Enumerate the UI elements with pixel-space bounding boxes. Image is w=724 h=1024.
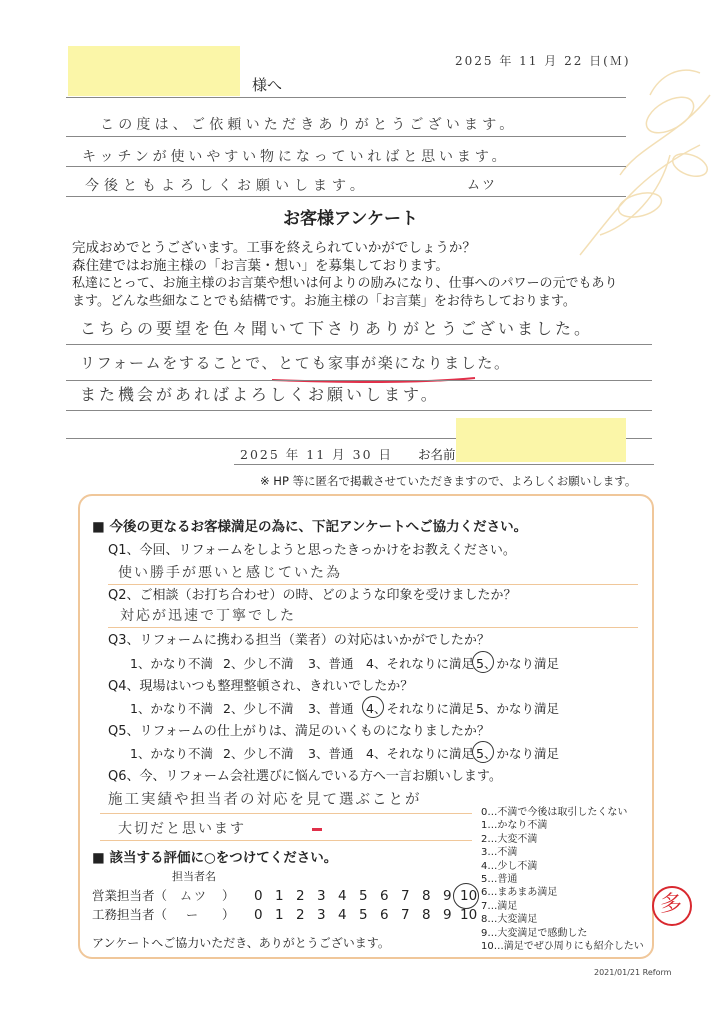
q5-option-4-number: 4 <box>366 746 374 761</box>
q5-option-2-number: 2 <box>223 746 231 761</box>
answer-6-rule-1 <box>100 813 472 814</box>
legend-9: 9…大変満足で感動した <box>481 927 588 939</box>
q5-option-1[interactable] <box>130 745 213 763</box>
legend-6: 6…まあまあ満足 <box>481 887 558 899</box>
q4-option-1-number: 1 <box>130 701 138 716</box>
q5-option-1-label: 、かなり不満 <box>137 746 213 761</box>
q3-option-5-label: 、かなり満足 <box>483 656 559 671</box>
q4-option-3[interactable] <box>308 700 353 718</box>
message-line-1: この度は、ご依頼いただきありがとうございます。 <box>100 117 518 133</box>
staff-name-label: 担当者名 <box>172 870 216 883</box>
legend-10: 10…満足でぜひ周りにも紹介したい <box>481 941 644 953</box>
question-5: Q5、リフォームの仕上がりは、満足のいくものになりましたか？ <box>108 724 490 739</box>
addressee-underline <box>66 97 626 98</box>
q5-option-3[interactable] <box>308 745 353 763</box>
letter-date: 2025 年 11 月 22 日(Ｍ) <box>455 54 631 68</box>
works-score-0[interactable]: 0 <box>254 907 263 923</box>
sales-score-6[interactable]: 6 <box>380 888 389 904</box>
message-rule-3 <box>66 196 626 197</box>
q4-option-5-number: 5 <box>476 701 484 716</box>
q4-option-4-number: 4 <box>366 701 374 716</box>
sales-name: ムツ <box>180 889 209 903</box>
sales-score-1[interactable]: 1 <box>275 888 284 904</box>
q3-option-5-number: 5 <box>476 656 484 671</box>
works-score-10[interactable]: 10 <box>460 907 478 923</box>
comment-rule-2 <box>66 380 652 381</box>
q5-answer-circle <box>472 741 494 763</box>
message-signature: ムツ <box>467 178 498 193</box>
sales-score-10[interactable]: 10 <box>460 888 478 904</box>
comment-line-1: こちらの要望を色々聞いて下さりありがとうございました。 <box>80 319 594 338</box>
comment-line-2: リフォームをすることで、とても家事が楽になりました。 <box>80 354 511 372</box>
q3-option-4-number: 4 <box>366 656 374 671</box>
q3-option-3-number: 3 <box>308 656 316 671</box>
q3-option-4[interactable] <box>366 655 474 673</box>
approval-stamp <box>652 886 692 926</box>
question-3: Q3、リフォームに携わる担当（業者）の対応はいかがでしたか？ <box>108 633 490 648</box>
q5-option-3-number: 3 <box>308 746 316 761</box>
legend-2: 2…大変不満 <box>481 833 538 845</box>
comment-rule-3 <box>66 410 652 411</box>
answer-6-line-2: 大切だと思います <box>118 821 246 837</box>
survey-intro-2: 森住建ではお施主様の「お言葉・想い」を募集しております。 <box>72 258 449 274</box>
works-score-3[interactable]: 3 <box>317 907 326 923</box>
q4-option-4-label: 、それなりに満足 <box>373 701 474 716</box>
stamp-text: 多 <box>660 892 683 917</box>
sales-close-paren: ） <box>222 888 235 903</box>
message-line-2: キッチンが使いやすい物になっていればと思います。 <box>82 149 510 165</box>
q3-option-1-number: 1 <box>130 656 138 671</box>
answer-6-rule-2 <box>100 840 472 841</box>
q4-option-5[interactable] <box>476 700 559 718</box>
q5-option-3-label: 、普通 <box>315 746 354 761</box>
q5-option-5-number: 5 <box>476 746 484 761</box>
message-rule-1 <box>66 136 626 137</box>
survey-intro-4: ます。どんな些細なことでも結構です。お施主様の「お言葉」をお待ちしております。 <box>72 294 576 309</box>
survey-title: お客様アンケート <box>283 209 418 229</box>
legend-0: 0…不満で今後は取引したくない <box>481 807 628 818</box>
addressee-suffix: 様へ <box>252 76 283 94</box>
works-score-6[interactable]: 6 <box>380 907 389 923</box>
q3-option-4-label: 、それなりに満足 <box>373 656 474 671</box>
q4-option-2-number: 2 <box>223 701 231 716</box>
questionnaire-heading: ■ 今後の更なるお客様満足の為に、下記アンケートへご協力ください。 <box>92 519 528 535</box>
q4-option-2-label: 、少し不満 <box>230 701 294 716</box>
red-tick-mark <box>312 828 322 831</box>
q5-option-5-label: 、かなり満足 <box>483 746 559 761</box>
answer-2-rule <box>108 627 638 628</box>
question-1: Q1、今回、リフォームをしようと思ったきっかけをお教えください。 <box>108 543 516 558</box>
name-label: お名前 <box>418 447 456 462</box>
answer-2: 対応が迅速で丁寧でした <box>120 608 296 624</box>
works-name: ー <box>186 908 201 922</box>
floral-decoration <box>560 55 720 285</box>
survey-intro-3: 私達にとって、お施主様のお言葉や想いは何よりの励みになり、仕事へのパワーの元でもあり <box>72 276 618 291</box>
works-label: 工務担当者（ <box>92 907 168 922</box>
legend-8: 8…大変満足 <box>481 914 538 926</box>
survey-intro-1: 完成おめでとうございます。工事を終えられていかがでしょうか？ <box>72 240 476 256</box>
sales-score-5[interactable]: 5 <box>359 888 368 904</box>
q3-option-3-label: 、普通 <box>315 656 354 671</box>
works-score-2[interactable]: 2 <box>296 907 305 923</box>
q3-option-3[interactable] <box>308 655 353 673</box>
anonymity-note: ※ HP 等に匿名で掲載させていただきますので、よろしくお願いします。 <box>260 474 637 488</box>
rating-heading: ■ 該当する評価に○をつけてください。 <box>92 850 338 866</box>
works-score-5[interactable]: 5 <box>359 907 368 923</box>
sales-score-0[interactable]: 0 <box>254 888 263 904</box>
sales-score-9[interactable]: 9 <box>443 888 452 904</box>
sales-score-4[interactable]: 4 <box>338 888 347 904</box>
q4-option-1[interactable] <box>130 700 213 718</box>
q4-option-3-number: 3 <box>308 701 316 716</box>
works-score-1[interactable]: 1 <box>275 907 284 923</box>
legend-5: 5…普通 <box>481 874 518 886</box>
works-score-8[interactable]: 8 <box>422 907 431 923</box>
q5-option-4[interactable] <box>366 745 474 763</box>
q5-option-2[interactable] <box>223 745 293 763</box>
q4-option-5-label: 、かなり満足 <box>483 701 559 716</box>
question-4: Q4、現場はいつも整理整頓され、きれいでしたか？ <box>108 679 414 694</box>
sales-label: 営業担当者（ <box>92 888 168 903</box>
q4-option-1-label: 、かなり不満 <box>137 701 213 716</box>
legend-1: 1…かなり不満 <box>481 820 548 832</box>
works-score-9[interactable]: 9 <box>443 907 452 923</box>
works-score-7[interactable]: 7 <box>401 907 410 923</box>
customer-name-redaction <box>456 418 626 462</box>
q3-option-2[interactable] <box>223 655 293 673</box>
works-close-paren: ） <box>222 907 235 922</box>
sales-score-2[interactable]: 2 <box>296 888 305 904</box>
q4-option-3-label: 、普通 <box>315 701 354 716</box>
thanks-text: アンケートへご協力いただき、ありがとうございます。 <box>92 936 390 950</box>
q4-option-2[interactable] <box>223 700 293 718</box>
q5-option-1-number: 1 <box>130 746 138 761</box>
sales-score-3[interactable]: 3 <box>317 888 326 904</box>
answer-1-rule <box>108 584 638 585</box>
q5-option-4-label: 、それなりに満足 <box>373 746 474 761</box>
sales-score-8[interactable]: 8 <box>422 888 431 904</box>
addressee-name-redaction <box>68 46 240 96</box>
message-rule-2 <box>66 166 626 167</box>
q3-option-2-label: 、少し不満 <box>230 656 294 671</box>
q3-answer-circle <box>472 651 494 673</box>
q4-answer-circle <box>362 696 384 718</box>
legend-4: 4…少し不満 <box>481 860 538 872</box>
legend-3: 3…不満 <box>481 847 518 859</box>
comment-line-3: また機会があればよろしくお願いします。 <box>80 385 440 404</box>
q3-option-1-label: 、かなり不満 <box>137 656 213 671</box>
legend-7: 7…満足 <box>481 900 518 912</box>
question-6: Q6、今、リフォーム会社選びに悩んでいる方へ一言お願いします。 <box>108 769 502 784</box>
answer-1: 使い勝手が悪いと感じていた為 <box>118 565 342 581</box>
red-underline-mark <box>270 372 480 386</box>
score-legend <box>481 806 644 953</box>
works-score-4[interactable]: 4 <box>338 907 347 923</box>
footer-version: 2021/01/21 Reform <box>594 968 672 977</box>
q3-option-2-number: 2 <box>223 656 231 671</box>
comment-rule-1 <box>66 344 652 345</box>
q5-option-2-label: 、少し不満 <box>230 746 294 761</box>
sales-score-7[interactable]: 7 <box>401 888 410 904</box>
message-line-3: 今後ともよろしくお願いします。 <box>85 178 369 194</box>
answer-6-line-1: 施工実績や担当者の対応を見て選ぶことが <box>108 792 422 808</box>
date-written: 2025 年 11 月 30 日 <box>240 447 393 462</box>
date-underline <box>234 464 654 465</box>
question-2: Q2、ご相談（お打ち合わせ）の時、どのような印象を受けましたか？ <box>108 588 517 603</box>
q3-option-1[interactable] <box>130 655 213 673</box>
